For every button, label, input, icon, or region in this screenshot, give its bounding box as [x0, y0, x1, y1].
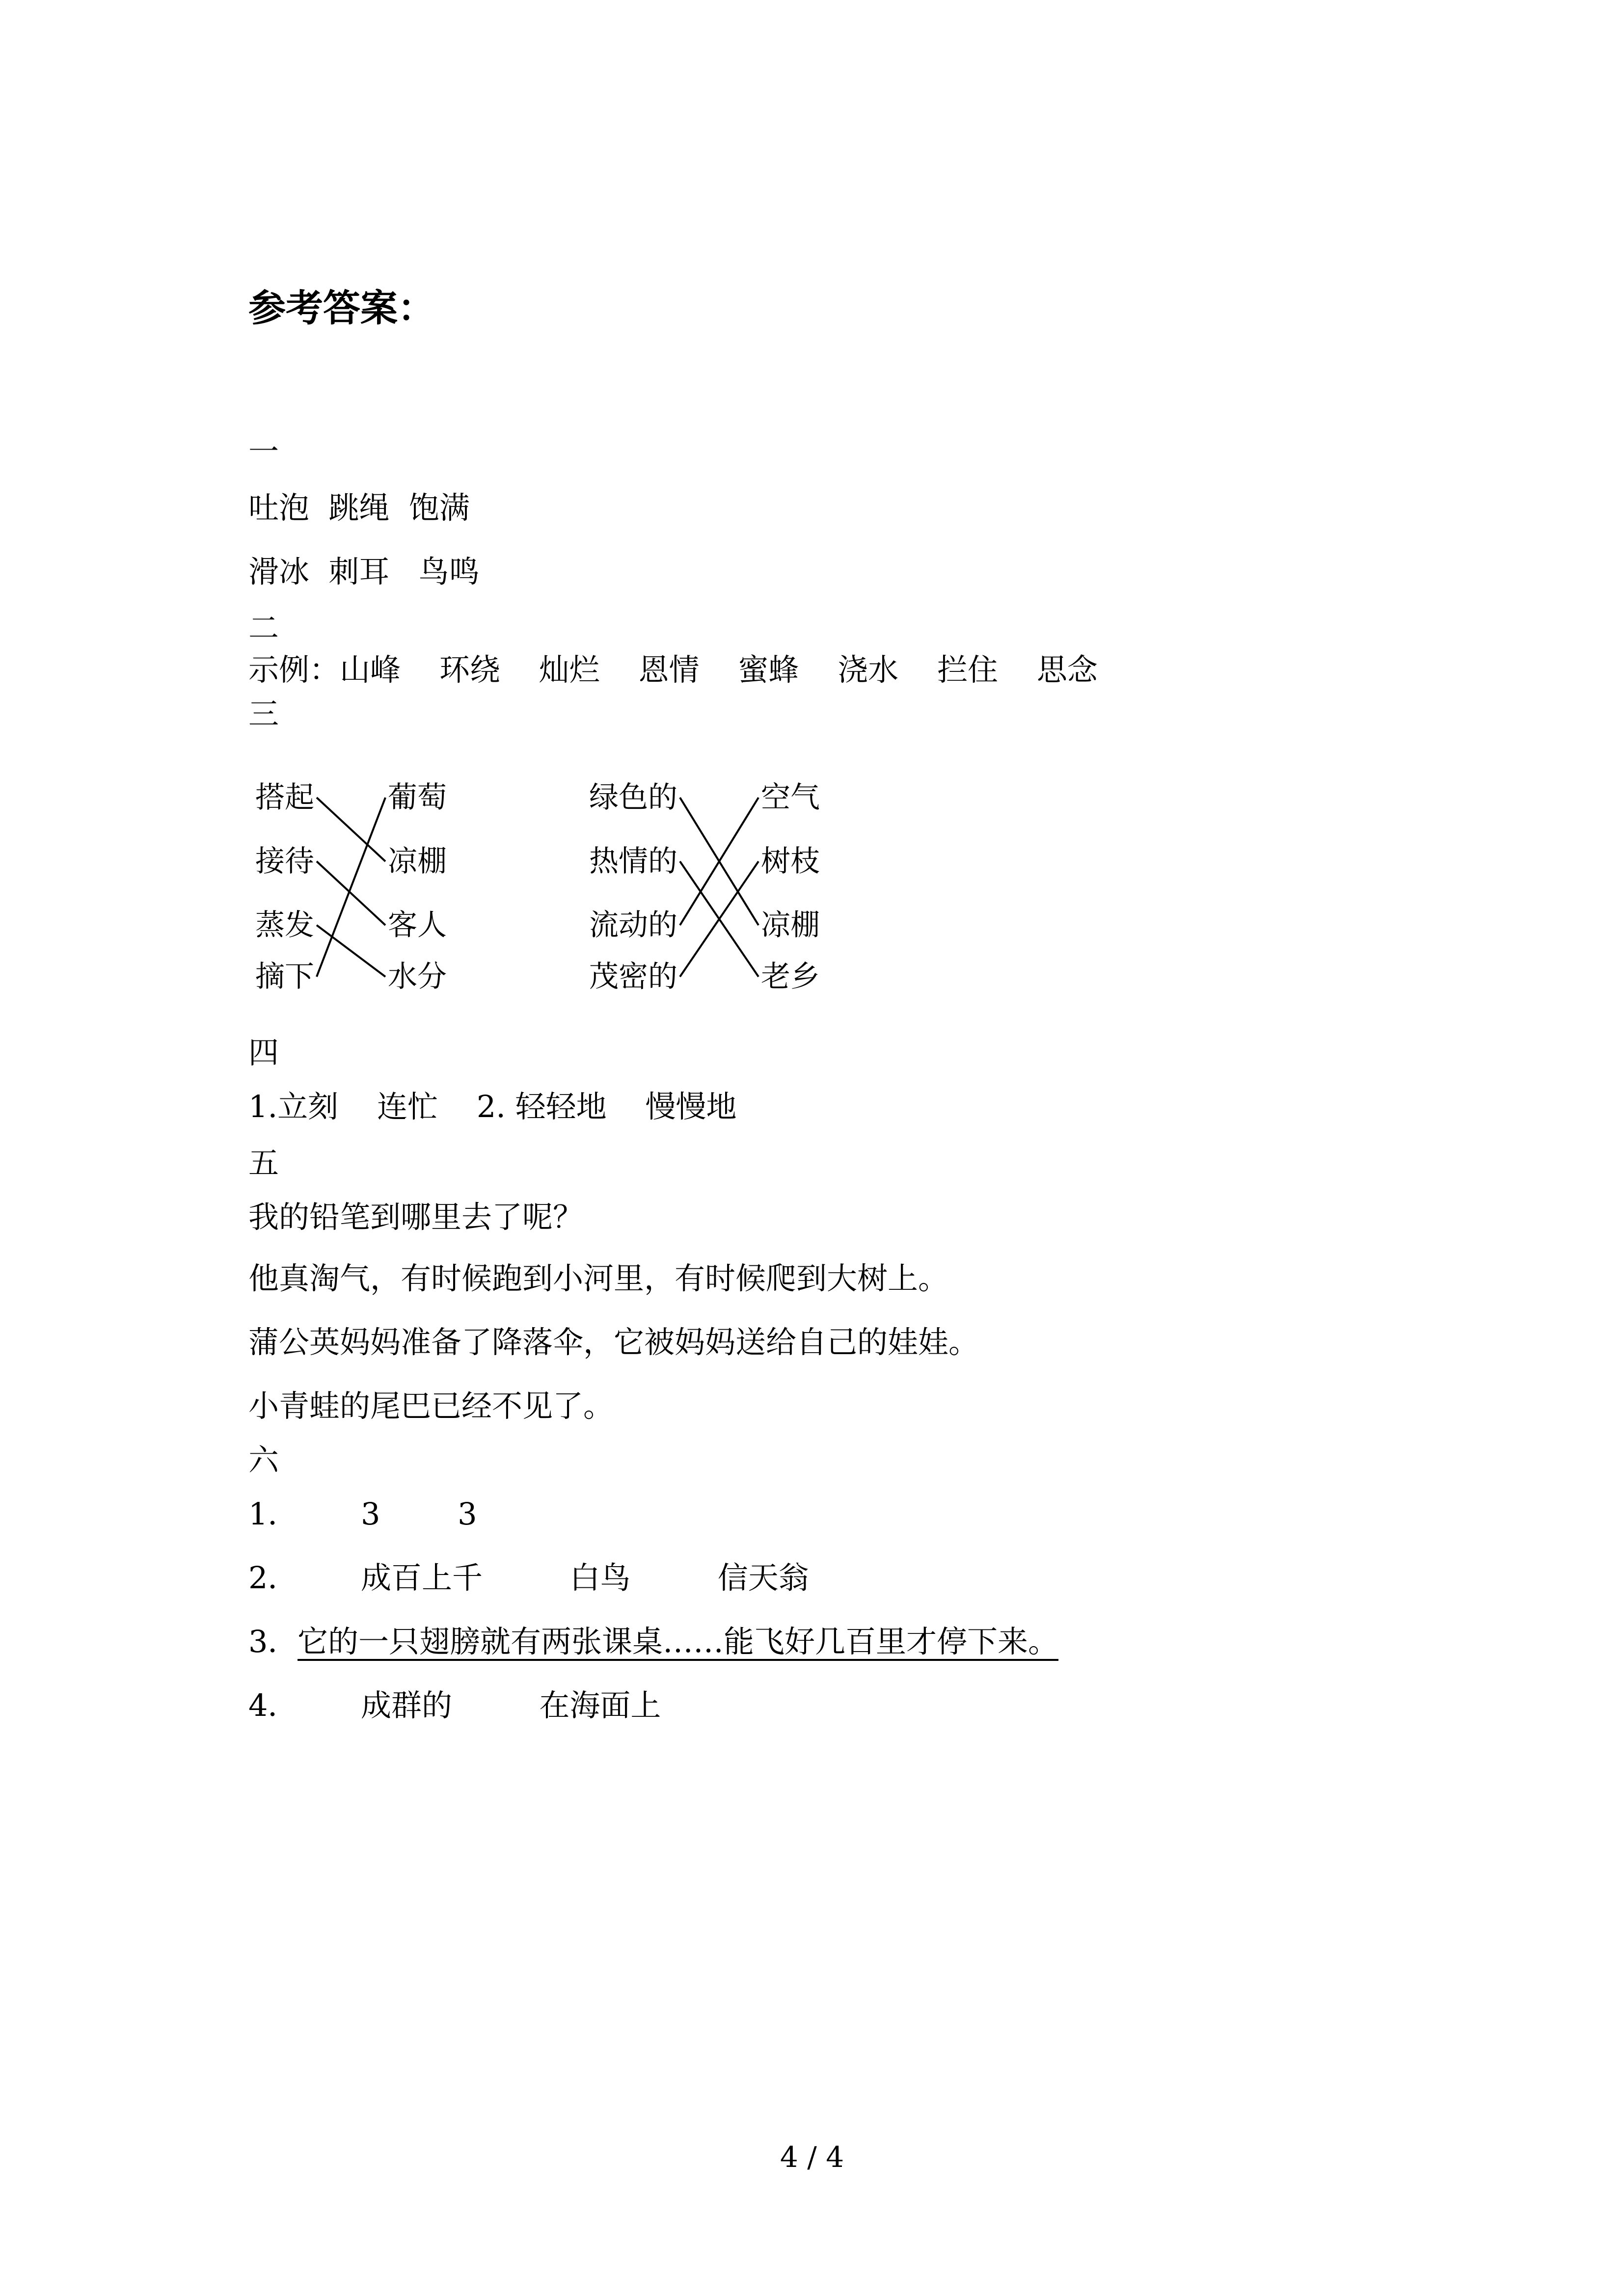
- match-1-right-4: 水分: [388, 960, 447, 994]
- section-1-line-1: 吐泡 跳绳 饱满: [248, 490, 470, 526]
- match-1-left-1: 搭起: [255, 780, 314, 815]
- section-2-heading: 二: [248, 610, 279, 646]
- section-6-item-1-text: 3 3: [361, 1496, 477, 1532]
- section-5-line-3: 蒲公英妈妈准备了降落伞，它被妈妈送给自己的娃娃。: [248, 1324, 979, 1360]
- section-5-line-4: 小青蛙的尾巴已经不见了。: [248, 1388, 614, 1424]
- match-2-right-1: 空气: [761, 780, 820, 815]
- section-1-line-2: 滑冰 刺耳 鸟鸣: [248, 554, 480, 589]
- section-5-line-2: 他真淘气，有时候跑到小河里，有时候爬到大树上。: [248, 1260, 949, 1296]
- section-5-line-1: 我的铅笔到哪里去了呢？: [248, 1199, 584, 1235]
- match-1-connector-1: [317, 798, 385, 861]
- match-1-left-3: 蒸发: [255, 908, 314, 942]
- match-1-right-2: 凉棚: [388, 844, 447, 879]
- match-2-left-4: 茂密的: [589, 960, 677, 994]
- match-2-right-3: 凉棚: [761, 908, 820, 942]
- section-6-item-3-text: 它的一只翅膀就有两张课桌……能飞好几百里才停下来。: [298, 1624, 1059, 1659]
- section-4-heading: 四: [248, 1035, 279, 1070]
- match-2-left-2: 热情的: [589, 844, 677, 879]
- matching-group-2: [589, 780, 820, 994]
- section-4-line-1: 1.立刻 连忙 2. 轻轻地 慢慢地: [248, 1089, 737, 1124]
- match-1-left-4: 摘下: [255, 960, 314, 994]
- section-6-item-3-number: 3．: [248, 1624, 298, 1659]
- page-title: 参考答案：: [248, 286, 435, 330]
- match-2-left-1: 绿色的: [589, 780, 677, 815]
- section-5-heading: 五: [248, 1145, 279, 1181]
- section-2-line-1: 示例：山峰 环绕 灿烂 恩情 蜜蜂 浇水 拦住 思念: [248, 652, 1098, 688]
- match-1-right-1: 葡萄: [388, 780, 447, 815]
- section-6-item-4-number: 4．: [248, 1687, 298, 1723]
- page-number: 4 / 4: [780, 2140, 844, 2174]
- match-2-right-4: 老乡: [761, 960, 820, 994]
- section-6-item-1-number: 1．: [248, 1496, 298, 1532]
- section-6-item-2-number: 2．: [248, 1560, 298, 1596]
- match-1-right-3: 客人: [388, 908, 447, 942]
- section-6-item-4-text: 成群的 在海面上: [361, 1687, 661, 1723]
- section-1-heading: 一: [248, 433, 279, 469]
- match-2-left-3: 流动的: [589, 908, 677, 942]
- section-3-heading: 三: [248, 696, 279, 732]
- match-1-left-2: 接待: [255, 844, 314, 879]
- section-6-item-2-text: 成百上千 白鸟 信天翁: [361, 1560, 809, 1596]
- match-2-right-2: 树枝: [761, 844, 820, 879]
- matching-group-1: [255, 780, 447, 994]
- match-1-connector-2: [317, 861, 385, 925]
- section-6-heading: 六: [248, 1442, 279, 1478]
